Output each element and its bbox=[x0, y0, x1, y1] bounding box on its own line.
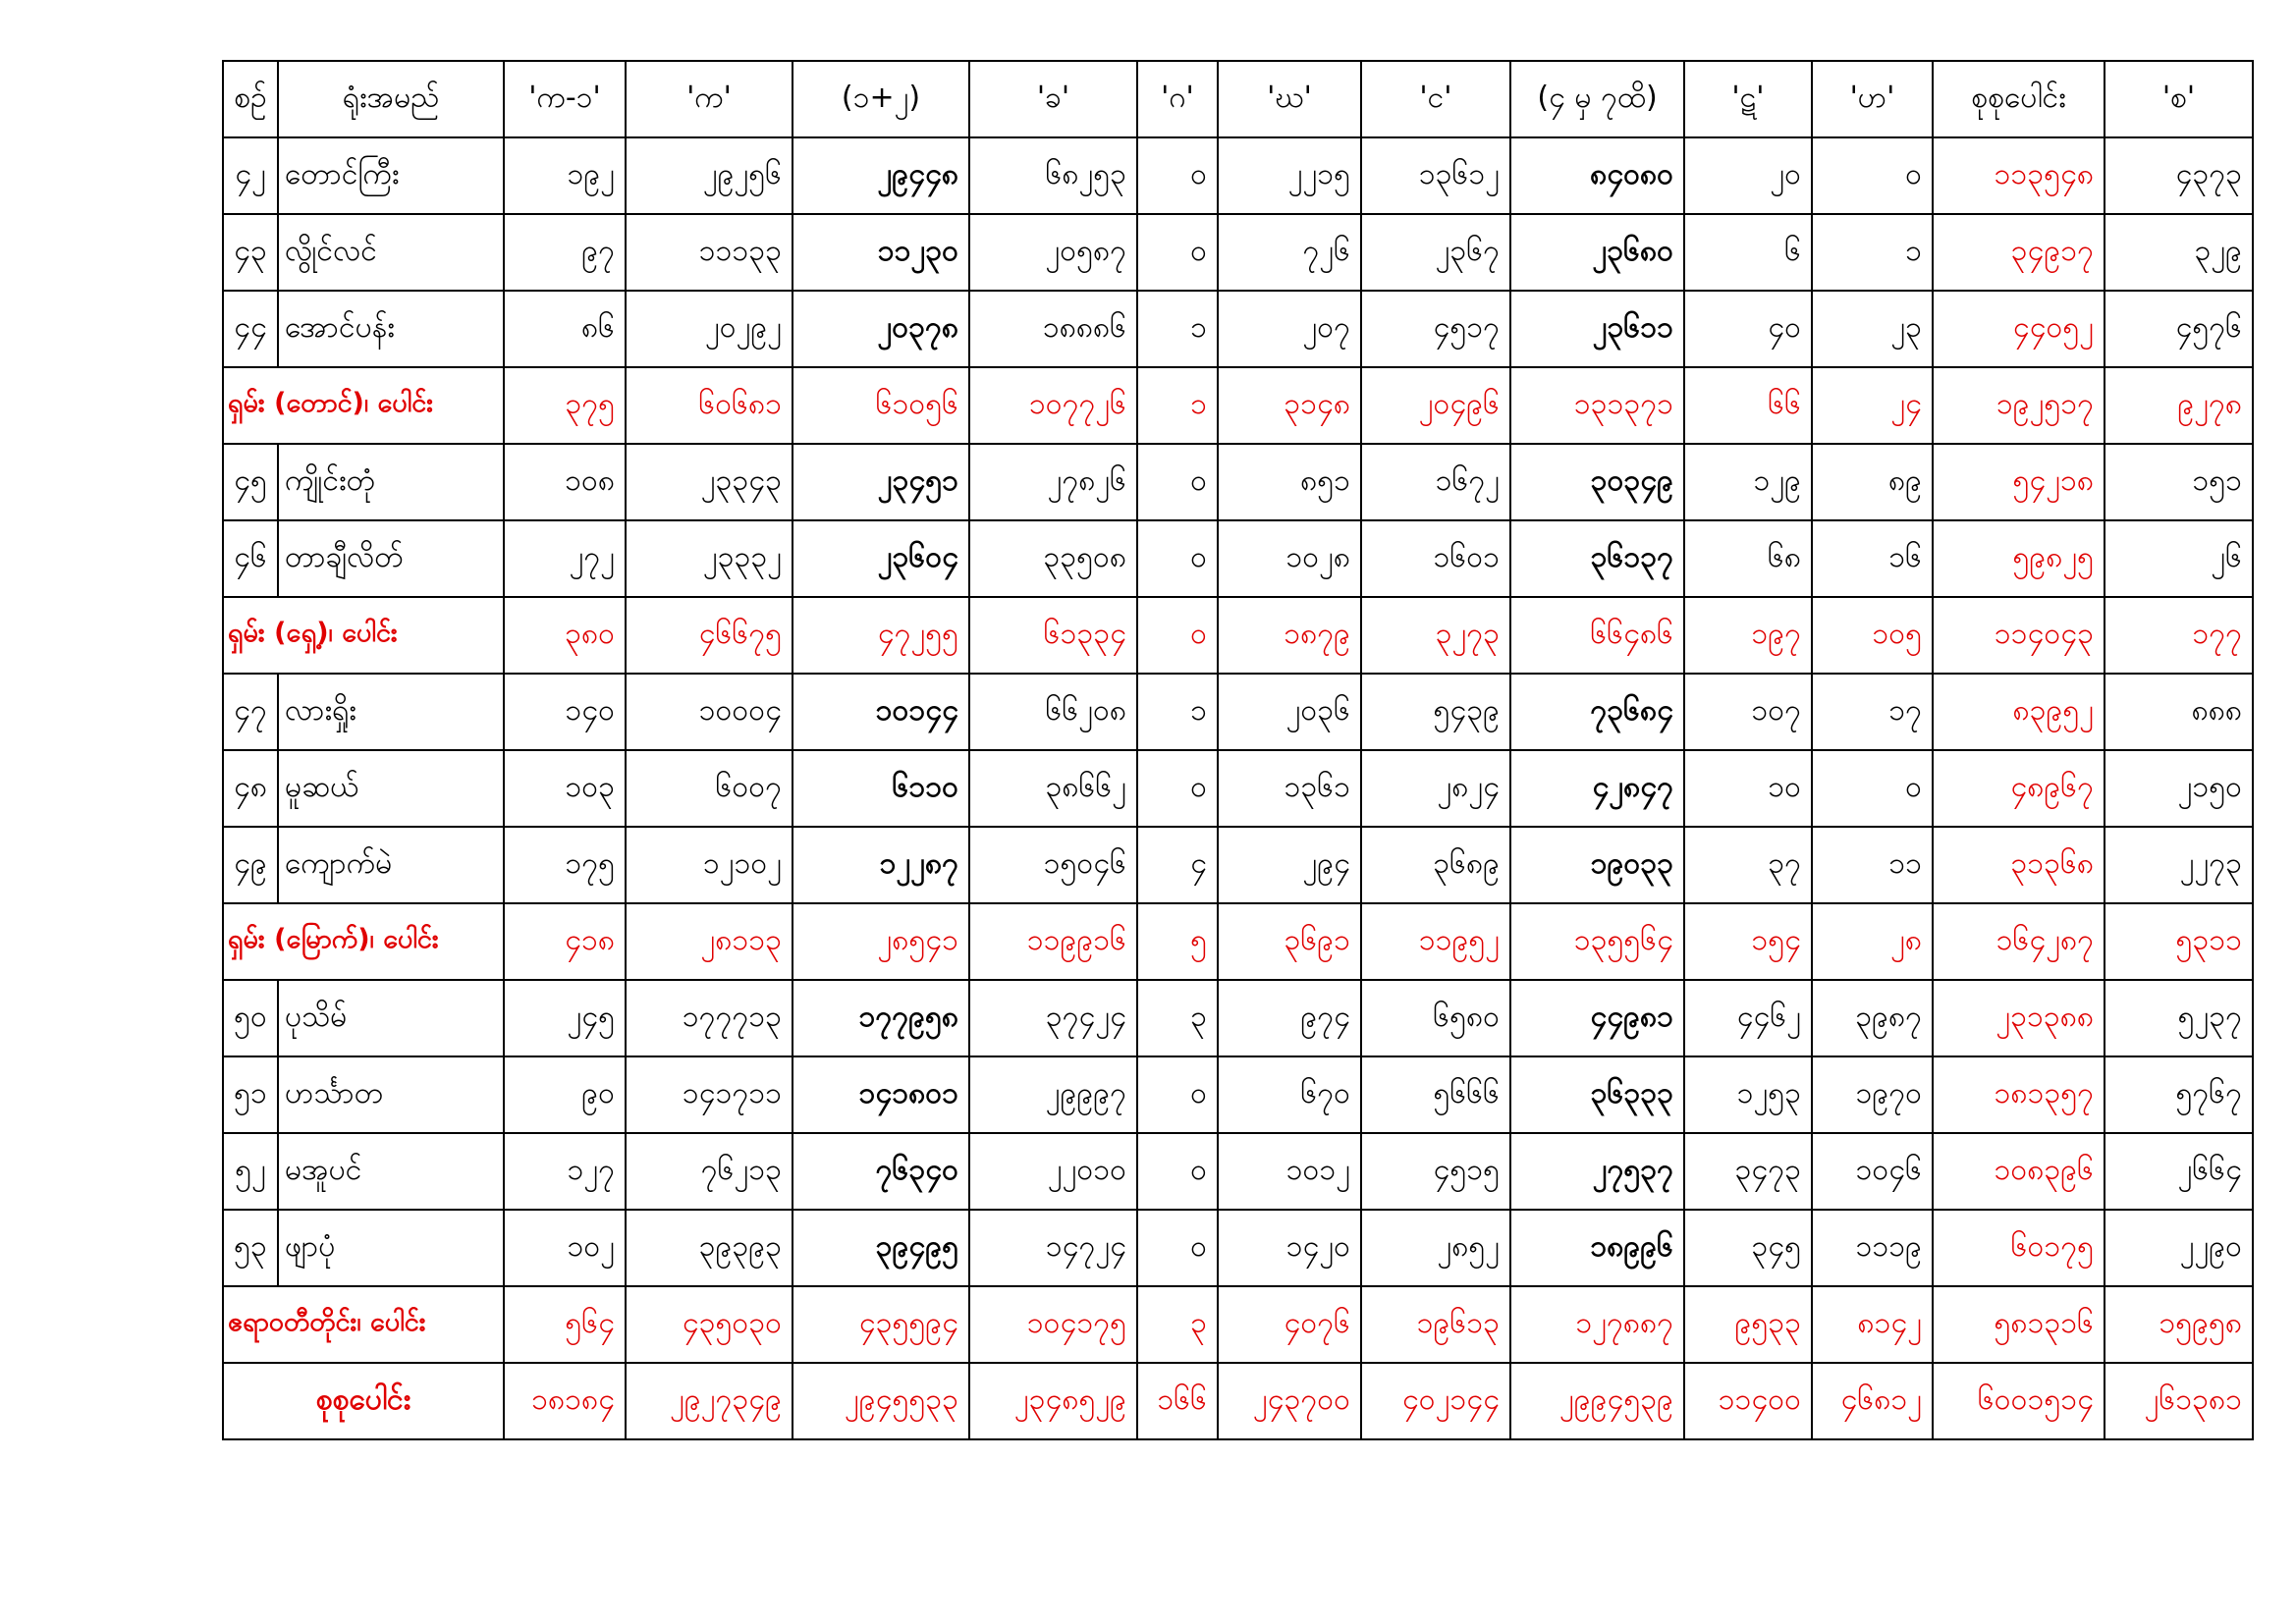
table-cell: ၃၉၄၉၅ bbox=[793, 1210, 969, 1286]
subtotal-cell: ၈၁၄၂ bbox=[1812, 1286, 1933, 1363]
header-row bbox=[223, 61, 2253, 137]
grand-total-cell: ၆၀၀၁၅၁၄ bbox=[1933, 1363, 2105, 1439]
table-cell: ၁၀၃ bbox=[504, 750, 626, 827]
table-cell: ၂၉၄ bbox=[1218, 827, 1361, 903]
office-name: ကျောက်မဲ bbox=[278, 827, 504, 903]
office-name: ဖျာပုံ bbox=[278, 1210, 504, 1286]
subtotal-cell: ၂၈၁၁၃ bbox=[626, 903, 793, 980]
table-cell: ၄၄၉၈၁ bbox=[1510, 980, 1684, 1056]
row-number: ၅၀ bbox=[223, 980, 278, 1056]
subtotal-cell: ၃၇၅ bbox=[504, 367, 626, 444]
table-cell: ၃၉၃၉၃ bbox=[626, 1210, 793, 1286]
table-cell: ၃၉၈၇ bbox=[1812, 980, 1933, 1056]
table-row bbox=[223, 980, 2253, 1056]
table-cell: ၁၀၁၂ bbox=[1218, 1133, 1361, 1210]
table-cell: ၂၃၁၃၈၈ bbox=[1933, 980, 2105, 1056]
table-cell: ၄၅၇၆ bbox=[2105, 291, 2253, 367]
subtotal-label: ဧရာဝတီတိုင်း၊ ပေါင်း bbox=[223, 1286, 504, 1363]
subtotal-cell: ၅ bbox=[1137, 903, 1218, 980]
table-cell: ၂၉၉၉၇ bbox=[969, 1056, 1137, 1133]
office-name: တောင်ကြီး bbox=[278, 137, 504, 214]
table-cell: ၂၀၅၈၇ bbox=[969, 214, 1137, 291]
column-header: 'ဂ' bbox=[1137, 61, 1218, 137]
table-body bbox=[223, 137, 2253, 1439]
table-cell: ၂၃ bbox=[1812, 291, 1933, 367]
table-cell: ၀ bbox=[1137, 137, 1218, 214]
table-cell: ၁၂၇ bbox=[504, 1133, 626, 1210]
table-cell: ၀ bbox=[1137, 520, 1218, 597]
office-name: ကျိုင်းတုံ bbox=[278, 444, 504, 520]
table-cell: ၉၇ bbox=[504, 214, 626, 291]
table-cell: ၂၀ bbox=[1684, 137, 1812, 214]
table-row bbox=[223, 674, 2253, 750]
table-cell: ၁၅၀၄၆ bbox=[969, 827, 1137, 903]
table-cell: ၁၀၈၃၉၆ bbox=[1933, 1133, 2105, 1210]
table-cell: ၈၄၀၈၀ bbox=[1510, 137, 1684, 214]
subtotal-cell: ၁၂၇၈၈၇ bbox=[1510, 1286, 1684, 1363]
subtotal-cell: ၉၅၃၃ bbox=[1684, 1286, 1812, 1363]
subtotal-cell: ၁၉၆၁၃ bbox=[1361, 1286, 1510, 1363]
table-cell: ၁၆၀၁ bbox=[1361, 520, 1510, 597]
table-cell: ၂၀၃၆ bbox=[1218, 674, 1361, 750]
table-cell: ၆၁၁၀ bbox=[793, 750, 969, 827]
column-header: 'ဟ' bbox=[1812, 61, 1933, 137]
table-cell: ၂၂၀၁၀ bbox=[969, 1133, 1137, 1210]
subtotal-cell: ၃ bbox=[1137, 1286, 1218, 1363]
table-cell: ၃၀၃၄၉ bbox=[1510, 444, 1684, 520]
subtotal-cell: ၁၃၁၃၇၁ bbox=[1510, 367, 1684, 444]
subtotal-cell: ၄၁၈ bbox=[504, 903, 626, 980]
subtotal-cell: ၁၁၉၅၂ bbox=[1361, 903, 1510, 980]
table-cell: ၁၇၇၉၅၈ bbox=[793, 980, 969, 1056]
table-cell: ၈၃၉၅၂ bbox=[1933, 674, 2105, 750]
table-cell: ၁ bbox=[1137, 674, 1218, 750]
table-cell: ၄၅၁၇ bbox=[1361, 291, 1510, 367]
column-header: 'ခ' bbox=[969, 61, 1137, 137]
table-cell: ၂၂၁၅ bbox=[1218, 137, 1361, 214]
subtotal-label: ရှမ်း (ရှေ့)၊ ပေါင်း bbox=[223, 597, 504, 674]
table-cell: ၃၂၉ bbox=[2105, 214, 2253, 291]
table-cell: ၉၇၄ bbox=[1218, 980, 1361, 1056]
subtotal-cell: ၄၃၅၅၉၄ bbox=[793, 1286, 969, 1363]
table-cell: ၂၀၂၉၂ bbox=[626, 291, 793, 367]
table-row bbox=[223, 1056, 2253, 1133]
table-cell: ၂၃၆၁၁ bbox=[1510, 291, 1684, 367]
subtotal-cell: ၃၁၄၈ bbox=[1218, 367, 1361, 444]
office-name: အောင်ပန်း bbox=[278, 291, 504, 367]
office-name: မူဆယ် bbox=[278, 750, 504, 827]
subtotal-cell: ၅၃၁၁ bbox=[2105, 903, 2253, 980]
table-cell: ၂၇၅၃၇ bbox=[1510, 1133, 1684, 1210]
table-cell: ၂၇၂ bbox=[504, 520, 626, 597]
office-name: မအူပင် bbox=[278, 1133, 504, 1210]
table-row bbox=[223, 444, 2253, 520]
table-cell: ၁၄၂၀ bbox=[1218, 1210, 1361, 1286]
table-cell: ၁၈၈၈၆ bbox=[969, 291, 1137, 367]
table-row bbox=[223, 520, 2253, 597]
table-cell: ၈၈၈ bbox=[2105, 674, 2253, 750]
table-cell: ၃၄၉၁၇ bbox=[1933, 214, 2105, 291]
table-cell: ၃၆၃၃၃ bbox=[1510, 1056, 1684, 1133]
table-cell: ၆၅၈၀ bbox=[1361, 980, 1510, 1056]
table-cell: ၀ bbox=[1137, 1133, 1218, 1210]
subtotal-row bbox=[223, 903, 2253, 980]
table-cell: ၁ bbox=[1137, 291, 1218, 367]
table-cell: ၁၂၂၈၇ bbox=[793, 827, 969, 903]
grand-total-cell: ၄၀၂၁၄၄ bbox=[1361, 1363, 1510, 1439]
table-cell: ၁၁၁၉ bbox=[1812, 1210, 1933, 1286]
table-cell: ၁၅၁ bbox=[2105, 444, 2253, 520]
grand-total-cell: ၄၆၈၁၂ bbox=[1812, 1363, 1933, 1439]
table-cell: ၄၅၁၅ bbox=[1361, 1133, 1510, 1210]
table-cell: ၁၆၇၂ bbox=[1361, 444, 1510, 520]
summary-table bbox=[222, 60, 2254, 1440]
table-cell: ၃၃၅၀၈ bbox=[969, 520, 1137, 597]
grand-total-cell: ၁၈၁၈၄ bbox=[504, 1363, 626, 1439]
subtotal-cell: ၆၁၃၃၄ bbox=[969, 597, 1137, 674]
table-cell: ၁၄၁၈၀၁ bbox=[793, 1056, 969, 1133]
table-cell: ၁၃၆၁ bbox=[1218, 750, 1361, 827]
table-cell: ၃၈၆၆၂ bbox=[969, 750, 1137, 827]
table-cell: ၆၈ bbox=[1684, 520, 1812, 597]
table-cell: ၂၂၉၀ bbox=[2105, 1210, 2253, 1286]
table-cell: ၂၄၅ bbox=[504, 980, 626, 1056]
table-cell: ၃ bbox=[1137, 980, 1218, 1056]
table-cell: ၀ bbox=[1137, 750, 1218, 827]
table-cell: ၀ bbox=[1812, 750, 1933, 827]
subtotal-cell: ၂၄ bbox=[1812, 367, 1933, 444]
table-cell: ၁၁၂၃၀ bbox=[793, 214, 969, 291]
table-cell: ၂၈၅၂ bbox=[1361, 1210, 1510, 1286]
row-number: ၄၉ bbox=[223, 827, 278, 903]
table-cell: ၁၈၁၃၅၇ bbox=[1933, 1056, 2105, 1133]
table-cell: ၂၃၆၈၀ bbox=[1510, 214, 1684, 291]
table-cell: ၁၀၁၄၄ bbox=[793, 674, 969, 750]
table-cell: ၂၃၃၄၃ bbox=[626, 444, 793, 520]
table-cell: ၂၃၆၇ bbox=[1361, 214, 1510, 291]
grand-total-row bbox=[223, 1363, 2253, 1439]
table-cell: ၁၄၁၇၁၁ bbox=[626, 1056, 793, 1133]
grand-total-cell: ၁၁၄၀၀ bbox=[1684, 1363, 1812, 1439]
table-cell: ၁၉၂ bbox=[504, 137, 626, 214]
table-cell: ၄ bbox=[1137, 827, 1218, 903]
table-cell: ၁၀ bbox=[1684, 750, 1812, 827]
subtotal-cell: ၂၈ bbox=[1812, 903, 1933, 980]
row-number: ၅၃ bbox=[223, 1210, 278, 1286]
table-cell: ၈၉ bbox=[1812, 444, 1933, 520]
row-number: ၄၄ bbox=[223, 291, 278, 367]
grand-total-cell: ၂၄၃၇၀၀ bbox=[1218, 1363, 1361, 1439]
subtotal-cell: ၆၀၆၈၁ bbox=[626, 367, 793, 444]
subtotal-cell: ၄၃၅၀၃၀ bbox=[626, 1286, 793, 1363]
table-cell: ၁၇ bbox=[1812, 674, 1933, 750]
table-cell: ၂၆၆၄ bbox=[2105, 1133, 2253, 1210]
table-header bbox=[223, 61, 2253, 137]
table-cell: ၀ bbox=[1137, 444, 1218, 520]
grand-total-cell: ၂၆၁၃၈၁ bbox=[2105, 1363, 2253, 1439]
subtotal-cell: ၁၃၅၅၆၄ bbox=[1510, 903, 1684, 980]
subtotal-cell: ၁၆၄၂၈၇ bbox=[1933, 903, 2105, 980]
subtotal-cell: ၄၆၆၇၅ bbox=[626, 597, 793, 674]
table-cell: ၅၄၃၉ bbox=[1361, 674, 1510, 750]
grand-total-cell: ၂၉၄၅၅၃၃ bbox=[793, 1363, 969, 1439]
office-name: ဟင်္သာတ bbox=[278, 1056, 504, 1133]
table-cell: ၁၀၂ bbox=[504, 1210, 626, 1286]
office-name: တာချီလိတ် bbox=[278, 520, 504, 597]
table-cell: ၀ bbox=[1812, 137, 1933, 214]
table-cell: ၀ bbox=[1137, 1056, 1218, 1133]
office-name: လားရှိုး bbox=[278, 674, 504, 750]
table-cell: ၁၆ bbox=[1812, 520, 1933, 597]
table-cell: ၃၄၅ bbox=[1684, 1210, 1812, 1286]
row-number: ၄၈ bbox=[223, 750, 278, 827]
subtotal-cell: ၁၀၄၁၇၅ bbox=[969, 1286, 1137, 1363]
table-cell: ၃၆၈၉ bbox=[1361, 827, 1510, 903]
table-cell: ၂၁၅၀ bbox=[2105, 750, 2253, 827]
subtotal-row bbox=[223, 367, 2253, 444]
row-number: ၄၇ bbox=[223, 674, 278, 750]
table-cell: ၈၆ bbox=[504, 291, 626, 367]
grand-total-cell: ၂၉၂၇၃၄၉ bbox=[626, 1363, 793, 1439]
column-header: (၁+၂) bbox=[793, 61, 969, 137]
subtotal-cell: ၁ bbox=[1137, 367, 1218, 444]
table-cell: ၁၉၇၀ bbox=[1812, 1056, 1933, 1133]
column-header: စုစုပေါင်း bbox=[1933, 61, 2105, 137]
subtotal-label: ရှမ်း (မြောက်)၊ ပေါင်း bbox=[223, 903, 504, 980]
table-cell: ၁၁၁၃၃ bbox=[626, 214, 793, 291]
subtotal-cell: ၃၈၀ bbox=[504, 597, 626, 674]
subtotal-cell: ၁၅၄ bbox=[1684, 903, 1812, 980]
table-cell: ၁၇၅ bbox=[504, 827, 626, 903]
table-row bbox=[223, 214, 2253, 291]
table-cell: ၁၉၀၃၃ bbox=[1510, 827, 1684, 903]
subtotal-cell: ၁၀၇၇၂၆ bbox=[969, 367, 1137, 444]
table-cell: ၄၃၇၃ bbox=[2105, 137, 2253, 214]
table-cell: ၈၅၁ bbox=[1218, 444, 1361, 520]
subtotal-cell: ၁၇၇ bbox=[2105, 597, 2253, 674]
column-header: 'က' bbox=[626, 61, 793, 137]
table-cell: ၄၂၈၄၇ bbox=[1510, 750, 1684, 827]
column-header: 'ဋ' bbox=[1684, 61, 1812, 137]
table-row bbox=[223, 1210, 2253, 1286]
table-cell: ၂၀၃၇၈ bbox=[793, 291, 969, 367]
subtotal-label: ရှမ်း (တောင်)၊ ပေါင်း bbox=[223, 367, 504, 444]
table-cell: ၁၀၈ bbox=[504, 444, 626, 520]
table-cell: ၅၉၈၂၅ bbox=[1933, 520, 2105, 597]
table-cell: ၄၈၉၆၇ bbox=[1933, 750, 2105, 827]
table-cell: ၂၃၃၃၂ bbox=[626, 520, 793, 597]
table-cell: ၁၃၆၁၂ bbox=[1361, 137, 1510, 214]
subtotal-row bbox=[223, 597, 2253, 674]
table-cell: ၃၆၁၃၇ bbox=[1510, 520, 1684, 597]
subtotal-cell: ၂၈၅၄၁ bbox=[793, 903, 969, 980]
subtotal-cell: ၉၂၇၈ bbox=[2105, 367, 2253, 444]
table-row bbox=[223, 827, 2253, 903]
table-cell: ၆ bbox=[1684, 214, 1812, 291]
table-cell: ၅၄၂၁၈ bbox=[1933, 444, 2105, 520]
table-cell: ၂၉၂၅၆ bbox=[626, 137, 793, 214]
table-cell: ၅၆၆၆ bbox=[1361, 1056, 1510, 1133]
subtotal-cell: ၆၁၀၅၆ bbox=[793, 367, 969, 444]
column-header: စဉ် bbox=[223, 61, 278, 137]
subtotal-cell: ၁၅၉၅၈ bbox=[2105, 1286, 2253, 1363]
row-number: ၄၃ bbox=[223, 214, 278, 291]
table-cell: ၁၁၃၅၄၈ bbox=[1933, 137, 2105, 214]
subtotal-cell: ၄၀၇၆ bbox=[1218, 1286, 1361, 1363]
table-cell: ၁၂၁၀၂ bbox=[626, 827, 793, 903]
grand-total-cell: ၂၉၉၄၅၃၉ bbox=[1510, 1363, 1684, 1439]
table-row bbox=[223, 291, 2253, 367]
table-cell: ၃၇ bbox=[1684, 827, 1812, 903]
table-cell: ၃၁၃၆၈ bbox=[1933, 827, 2105, 903]
table-cell: ၆၀၁၇၅ bbox=[1933, 1210, 2105, 1286]
table-cell: ၂၇၈၂၆ bbox=[969, 444, 1137, 520]
table-cell: ၁၄၇၂၄ bbox=[969, 1210, 1137, 1286]
office-name: ပုသိမ် bbox=[278, 980, 504, 1056]
table-cell: ၆၈၂၅၃ bbox=[969, 137, 1137, 214]
subtotal-cell: ၃၂၇၃ bbox=[1361, 597, 1510, 674]
table-cell: ၇၃၆၈၄ bbox=[1510, 674, 1684, 750]
table-cell: ၅၂၃၇ bbox=[2105, 980, 2253, 1056]
row-number: ၄၆ bbox=[223, 520, 278, 597]
column-header: ရုံးအမည် bbox=[278, 61, 504, 137]
table-cell: ၁၀၀၀၄ bbox=[626, 674, 793, 750]
table-cell: ၁၄၀ bbox=[504, 674, 626, 750]
table-cell: ၃၇၄၂၄ bbox=[969, 980, 1137, 1056]
table-cell: ၃၄၇၃ bbox=[1684, 1133, 1812, 1210]
table-cell: ၂၀၇ bbox=[1218, 291, 1361, 367]
subtotal-cell: ၁၁၉၉၁၆ bbox=[969, 903, 1137, 980]
grand-total-cell: ၂၃၄၈၅၂၉ bbox=[969, 1363, 1137, 1439]
table-cell: ၁၈၉၉၆ bbox=[1510, 1210, 1684, 1286]
office-name: လွိုင်လင် bbox=[278, 214, 504, 291]
grand-total-cell: ၁၆၆ bbox=[1137, 1363, 1218, 1439]
table-cell: ၁ bbox=[1812, 214, 1933, 291]
subtotal-cell: ၁၉၂၅၁၇ bbox=[1933, 367, 2105, 444]
table-cell: ၁၇၇၇၁၃ bbox=[626, 980, 793, 1056]
subtotal-cell: ၀ bbox=[1137, 597, 1218, 674]
table-row bbox=[223, 137, 2253, 214]
column-header: 'င' bbox=[1361, 61, 1510, 137]
row-number: ၄၂ bbox=[223, 137, 278, 214]
table-cell: ၂၂၇၃ bbox=[2105, 827, 2253, 903]
table-cell: ၂၃၆၀၄ bbox=[793, 520, 969, 597]
column-header: 'က-၁' bbox=[504, 61, 626, 137]
subtotal-cell: ၄၇၂၅၅ bbox=[793, 597, 969, 674]
table-cell: ၄၄၆၂ bbox=[1684, 980, 1812, 1056]
table-cell: ၆၀၀၇ bbox=[626, 750, 793, 827]
table-cell: ၇၂၆ bbox=[1218, 214, 1361, 291]
table-cell: ၉၀ bbox=[504, 1056, 626, 1133]
table-cell: ၁၁ bbox=[1812, 827, 1933, 903]
subtotal-cell: ၅၈၁၃၁၆ bbox=[1933, 1286, 2105, 1363]
table-cell: ၀ bbox=[1137, 1210, 1218, 1286]
table-row bbox=[223, 1133, 2253, 1210]
column-header: 'စ' bbox=[2105, 61, 2253, 137]
row-number: ၅၂ bbox=[223, 1133, 278, 1210]
column-header: (၄ မှ ၇ထိ) bbox=[1510, 61, 1684, 137]
subtotal-cell: ၆၆၄၈၆ bbox=[1510, 597, 1684, 674]
subtotal-cell: ၁၈၇၉ bbox=[1218, 597, 1361, 674]
table-cell: ၆၆၂၀၈ bbox=[969, 674, 1137, 750]
table-cell: ၁၂၅၃ bbox=[1684, 1056, 1812, 1133]
table-cell: ၁၀၇ bbox=[1684, 674, 1812, 750]
subtotal-cell: ၂၀၄၉၆ bbox=[1361, 367, 1510, 444]
table-cell: ၁၀၂၈ bbox=[1218, 520, 1361, 597]
row-number: ၄၅ bbox=[223, 444, 278, 520]
grand-total-label: စုစုပေါင်း bbox=[223, 1363, 504, 1439]
subtotal-cell: ၅၆၄ bbox=[504, 1286, 626, 1363]
table-cell: ၄၄၀၅၂ bbox=[1933, 291, 2105, 367]
table-cell: ၇၆၂၁၃ bbox=[626, 1133, 793, 1210]
subtotal-cell: ၆၆ bbox=[1684, 367, 1812, 444]
table-cell: ၅၇၆၇ bbox=[2105, 1056, 2253, 1133]
table-cell: ၂၆ bbox=[2105, 520, 2253, 597]
table-cell: ၇၆၃၄၀ bbox=[793, 1133, 969, 1210]
table-cell: ၄၀ bbox=[1684, 291, 1812, 367]
subtotal-cell: ၁၁၄၀၄၃ bbox=[1933, 597, 2105, 674]
subtotal-cell: ၁၉၇ bbox=[1684, 597, 1812, 674]
table-row bbox=[223, 750, 2253, 827]
table-cell: ၁၂၉ bbox=[1684, 444, 1812, 520]
data-table-container bbox=[222, 60, 2252, 1438]
table-cell: ၀ bbox=[1137, 214, 1218, 291]
subtotal-row bbox=[223, 1286, 2253, 1363]
table-cell: ၂၉၄၄၈ bbox=[793, 137, 969, 214]
table-cell: ၁၀၄၆ bbox=[1812, 1133, 1933, 1210]
table-cell: ၂၃၄၅၁ bbox=[793, 444, 969, 520]
subtotal-cell: ၃၆၉၁ bbox=[1218, 903, 1361, 980]
row-number: ၅၁ bbox=[223, 1056, 278, 1133]
table-cell: ၆၇၀ bbox=[1218, 1056, 1361, 1133]
subtotal-cell: ၁၀၅ bbox=[1812, 597, 1933, 674]
column-header: 'ဃ' bbox=[1218, 61, 1361, 137]
table-cell: ၂၈၂၄ bbox=[1361, 750, 1510, 827]
